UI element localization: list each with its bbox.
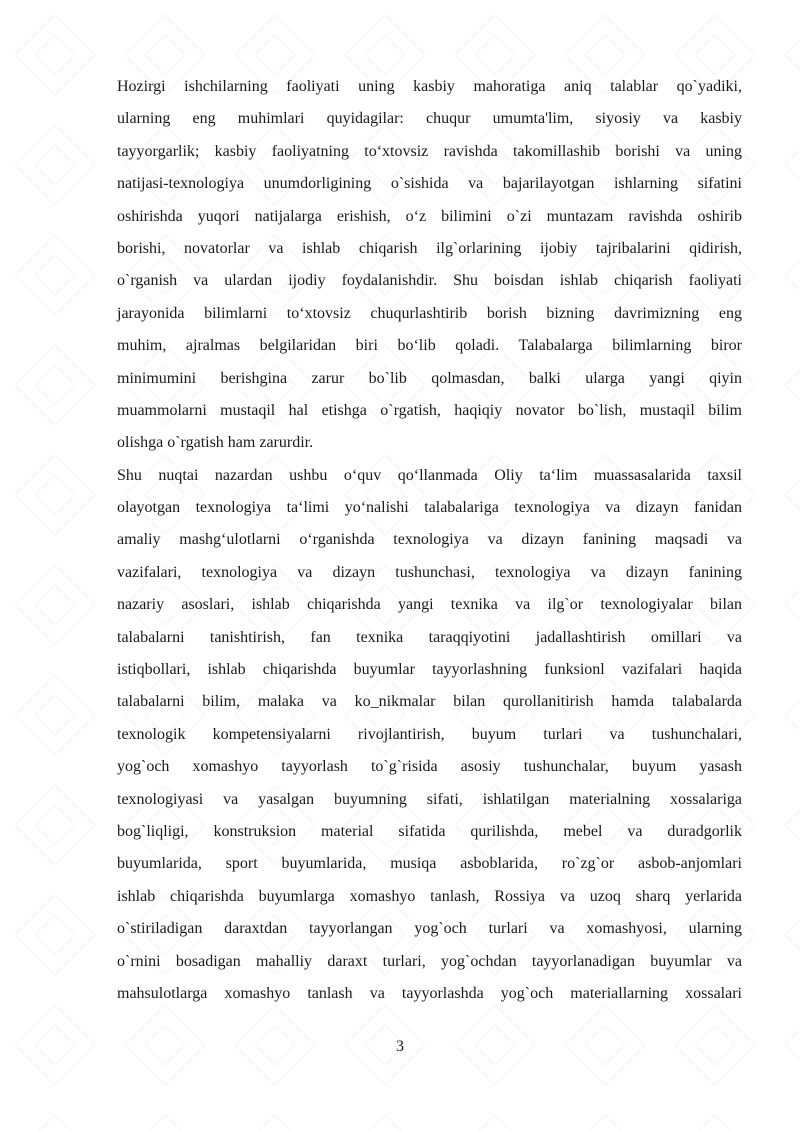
text-line: ularning eng muhimlari quyidagilar: chuqur umumta'lim, siyosiy va kasbiy (117, 110, 742, 128)
text-line: natijasi-texnologiya unumdorligining o`sishida va bajarilayotgan ishlarning sifatini (117, 175, 742, 193)
text-line: o`rganish va ulardan ijodiy foydalanishdir. Shu boisdan ishlab chiqarish faoliyati (117, 272, 742, 290)
body-text (117, 71, 742, 1010)
text-line: muammolarni mustaqil hal etishga o`rgatish, haqiqiy novator bo`lish, mustaqil bilim (117, 401, 742, 419)
text-line: tayyorgarlik; kasbiy faoliyatning to‘xtovsiz ravishda takomillashib borishi va uning (117, 142, 742, 160)
text-line: amaliy mashg‘ulotlarni o‘rganishda texnologiya va dizayn fanining maqsadi va (117, 531, 742, 549)
text-line: texnologik kompetensiyalarni rivojlantirish, buyum turlari va tushunchalari, (117, 725, 742, 743)
text-line: Shu nuqtai nazardan ushbu o‘quv qo‘llanmada Oliy ta‘lim muassasalarida taxsil (117, 466, 742, 484)
text-line: jarayonida bilimlarni to‘xtovsiz chuqurlashtirib borish bizning davrimizning eng (117, 304, 742, 322)
text-line: talabalarni bilim, malaka va ko_nikmalar bilan qurollanitirish hamda talabalarda (117, 693, 742, 711)
text-line: buyumlarida, sport buyumlarida, musiqa asboblarida, ro`zg`or asbob-anjomlari (117, 855, 742, 873)
text-line: nazariy asoslari, ishlab chiqarishda yangi texnika va ilg`or texnologiyalar bilan (117, 596, 742, 614)
text-line: istiqbollari, ishlab chiqarishda buyumlar tayyorlashning funksionl vazifalari haqida (117, 661, 742, 679)
text-line: oshirishda yuqori natijalarga erishish, o‘z bilimini o`zi muntazam ravishda oshirib (117, 207, 742, 225)
text-line: ishlab chiqarishda buyumlarga xomashyo tanlash, Rossiya va uzoq sharq yerlarida (117, 887, 742, 905)
text-line: minimumini berishgina zarur bo`lib qolmasdan, balki ularga yangi qiyin (117, 369, 742, 387)
text-line: muhim, ajralmas belgilaridan biri bo‘lib qoladi. Talabalarga bilimlarning biror (117, 337, 742, 355)
text-line: texnologiyasi va yasalgan buyumning sifati, ishlatilgan materialning xossalariga (117, 790, 742, 808)
text-line: o`rnini bosadigan mahalliy daraxt turlari, yog`ochdan tayyorlanadigan buyumlar va (117, 952, 742, 970)
text-line: mahsulotlarga xomashyo tanlash va tayyorlashda yog`och materiallarning xossalari (117, 984, 742, 1002)
text-line: borishi, novatorlar va ishlab chiqarish ilg`orlarining ijobiy tajribalarini qidirish, (117, 239, 742, 257)
page-number: 3 (396, 1038, 404, 1055)
text-line: Hozirgi ishchilarning faoliyati uning kasbiy mahoratiga aniq talablar qo`yadiki, (117, 78, 742, 95)
text-line: olayotgan texnologiya ta‘limi yo‘nalishi talabalariga texnologiya va dizayn fanidan (117, 499, 742, 517)
paragraph-2 (117, 460, 742, 1011)
text-line: o`stiriladigan daraxtdan tayyorlangan yog`och turlari va xomashyosi, ularning (117, 920, 742, 938)
text-line: bog`liqligi, konstruksion material sifatida qurilishda, mebel va duradgorlik (117, 822, 742, 840)
paragraph-1 (117, 71, 742, 460)
text-line: talabalarni tanishtirish, fan texnika taraqqiyotini jadallashtirish omillari va (117, 628, 742, 646)
text-line: olishga o`rgatish ham zarurdir. (117, 434, 314, 452)
text-line: yog`och xomashyo tayyorlash to`g`risida asosiy tushunchalar, buyum yasash (117, 758, 742, 776)
text-line: vazifalari, texnologiya va dizayn tushunchasi, texnologiya va dizayn fanining (117, 563, 742, 581)
